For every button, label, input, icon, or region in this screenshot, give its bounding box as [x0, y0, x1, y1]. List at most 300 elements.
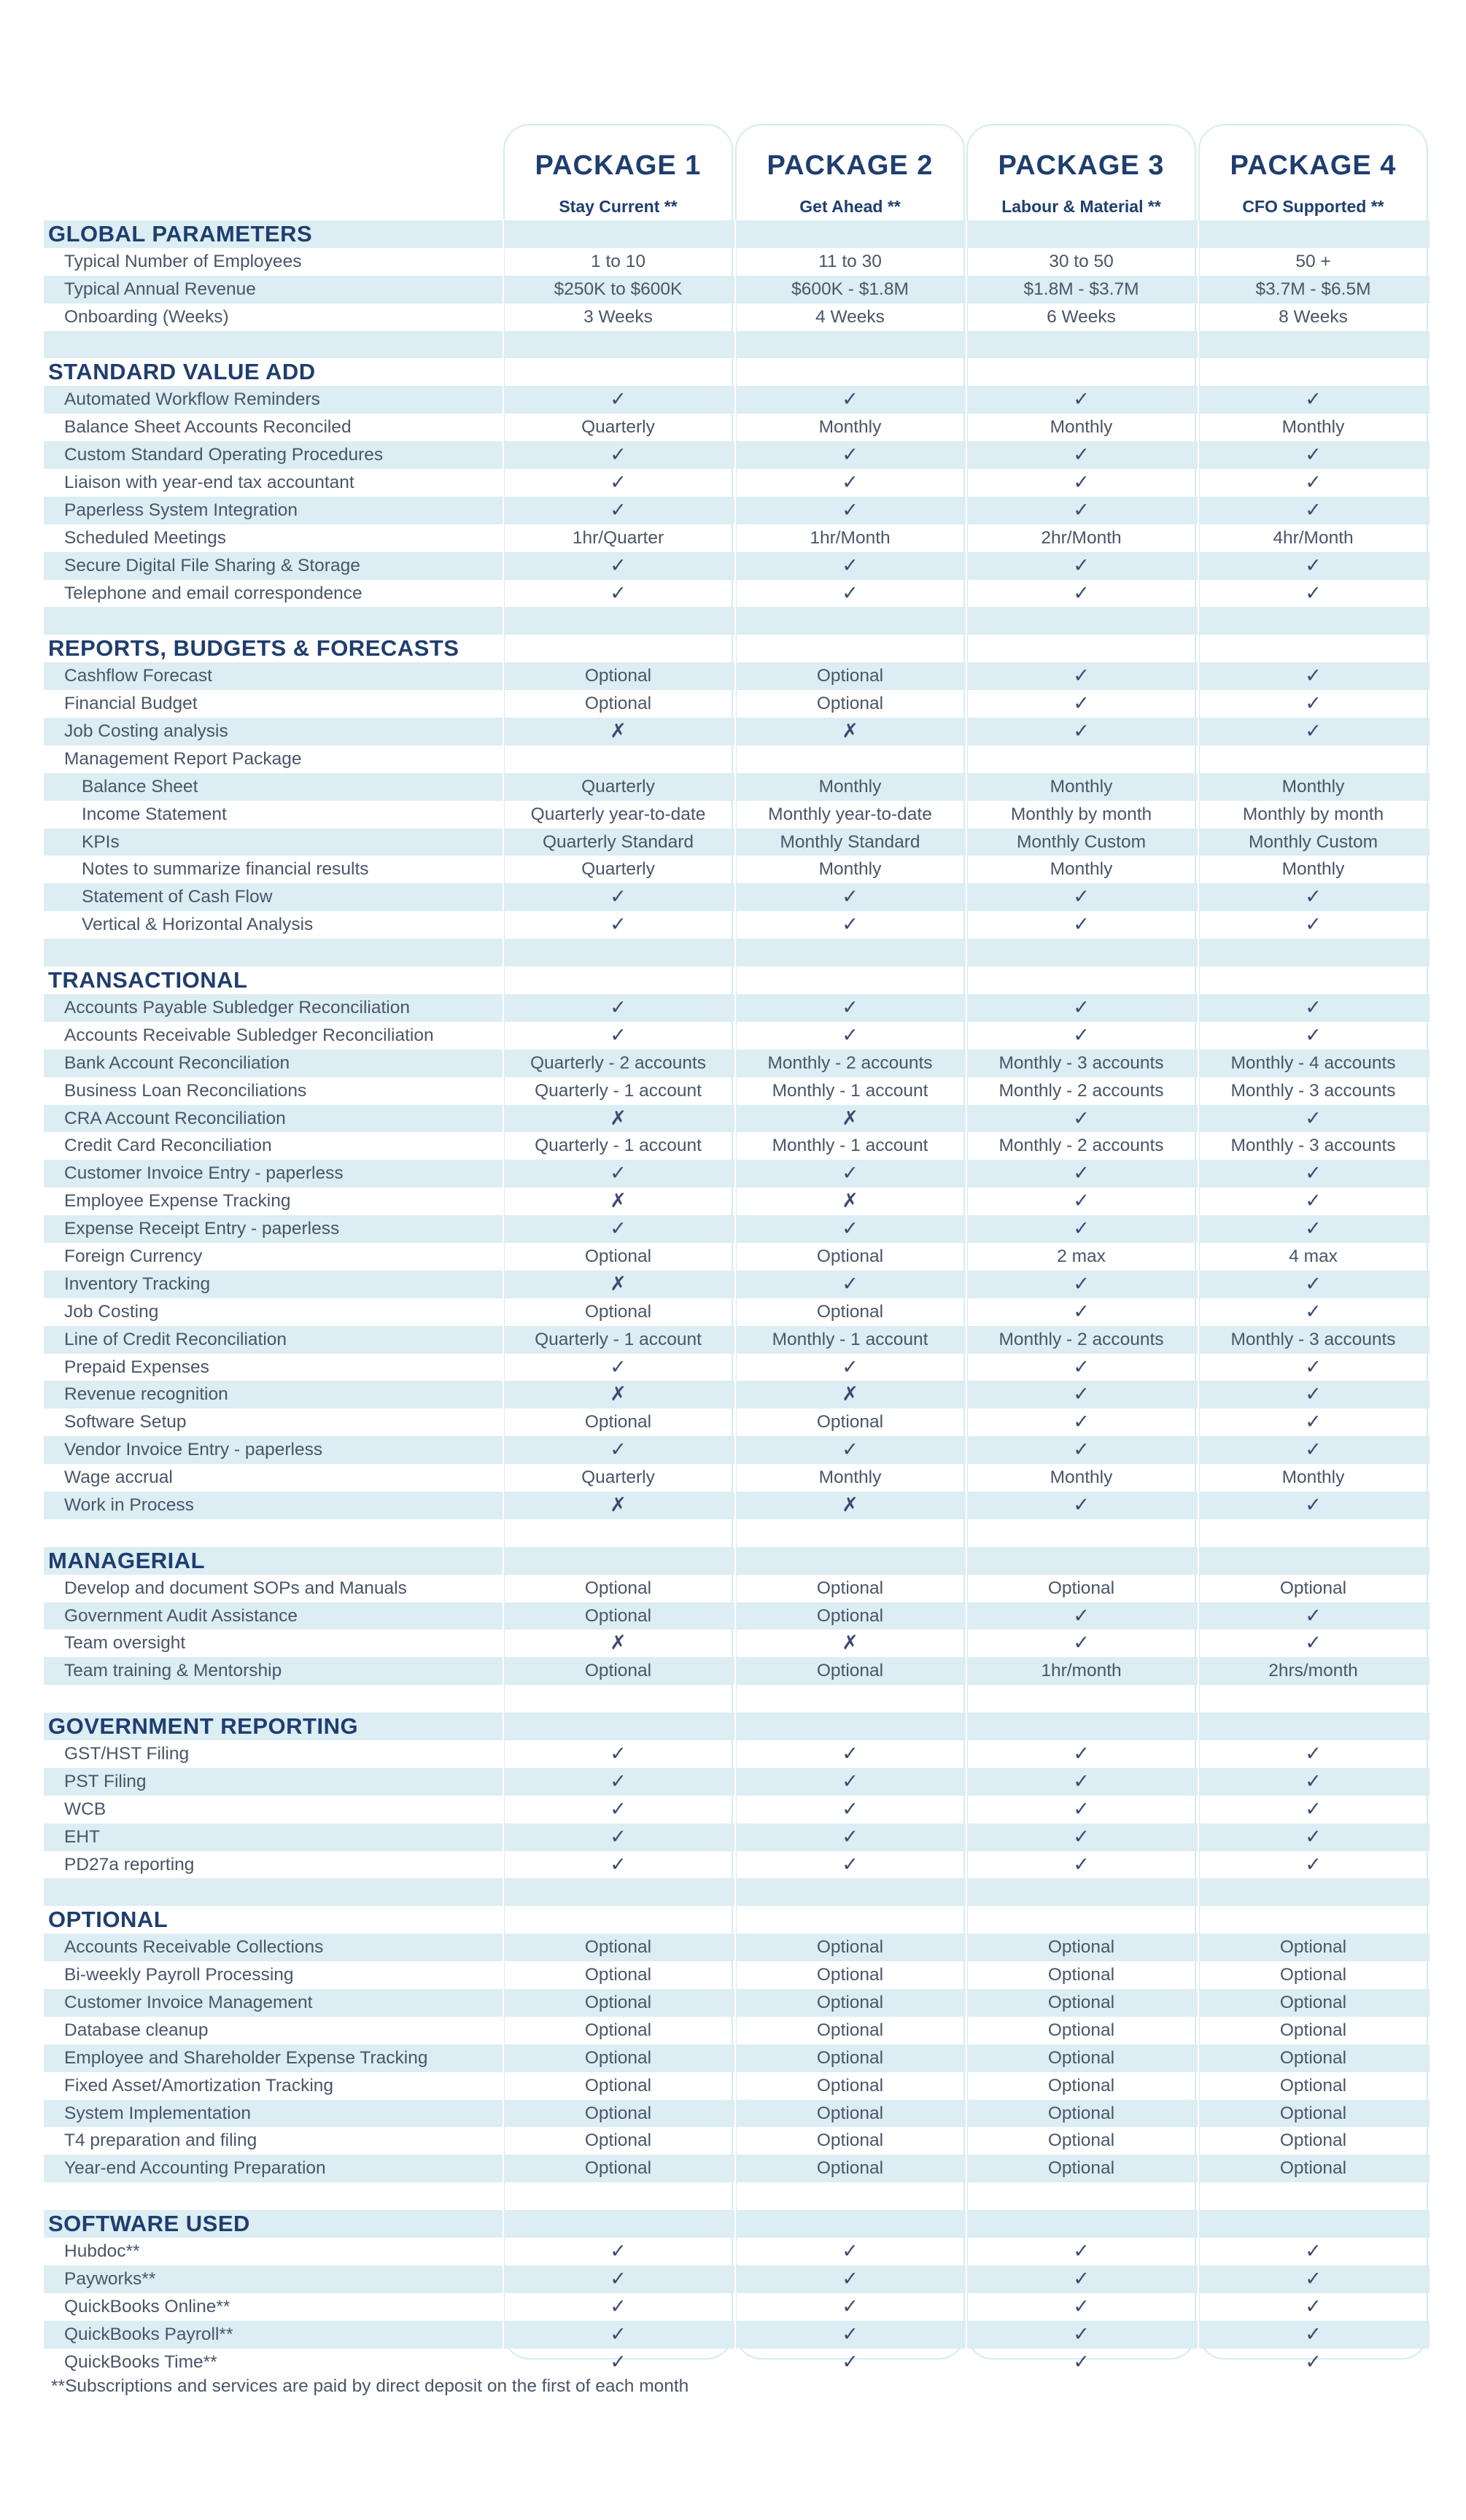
section-header-row: [44, 1906, 1430, 1934]
row-label: Liaison with year-end tax accountant: [64, 473, 354, 493]
cross-icon: ✗: [610, 720, 627, 743]
check-icon: ✓: [842, 581, 858, 604]
check-icon: ✓: [842, 1825, 858, 1848]
table-cell: Optional: [584, 2103, 652, 2123]
column-divider: [734, 2182, 736, 2210]
check-icon: ✓: [1073, 1300, 1090, 1322]
table-cell: Optional: [816, 2075, 884, 2096]
check-icon: ✓: [842, 1217, 858, 1240]
row-label: Accounts Receivable Subledger Reconciliation: [64, 1025, 434, 1045]
table-cell: 1 to 10: [591, 251, 645, 271]
check-icon: ✓: [1305, 498, 1322, 521]
row-label: PD27a reporting: [64, 1854, 195, 1875]
row-label: Job Costing analysis: [64, 721, 228, 742]
table-cell: Monthly Standard: [780, 831, 920, 852]
table-cell: Optional: [584, 1246, 652, 1266]
table-cell: Optional: [816, 1578, 884, 1598]
table-cell: Optional: [584, 1578, 652, 1598]
table-row: [44, 1629, 1430, 1657]
check-icon: ✓: [610, 388, 627, 411]
check-icon: ✓: [610, 1769, 627, 1792]
table-cell: Quarterly - 1 account: [535, 1080, 702, 1101]
check-icon: ✓: [842, 1162, 858, 1185]
row-label: Inventory Tracking: [64, 1273, 211, 1294]
table-cell: Optional: [1047, 1937, 1115, 1958]
check-icon: ✓: [842, 1797, 858, 1820]
column-divider: [1198, 607, 1199, 635]
table-row: [44, 1657, 1430, 1685]
check-icon: ✓: [1305, 2350, 1322, 2373]
check-icon: ✓: [1073, 1632, 1090, 1654]
cross-icon: ✗: [610, 1106, 627, 1129]
table-row: [44, 386, 1430, 414]
column-divider: [503, 1713, 504, 1740]
check-icon: ✓: [1073, 1217, 1090, 1240]
row-label: Team training & Mentorship: [64, 1661, 282, 1681]
column-divider: [503, 2210, 504, 2238]
section-title: GLOBAL PARAMETERS: [48, 221, 313, 247]
check-icon: ✓: [1305, 1604, 1322, 1627]
row-label: Income Statement: [82, 804, 227, 824]
section-title: GOVERNMENT REPORTING: [48, 1713, 359, 1740]
column-divider: [966, 966, 967, 994]
check-icon: ✓: [610, 2267, 627, 2290]
table-cell: Optional: [816, 2020, 884, 2040]
section-title: SOFTWARE USED: [48, 2211, 250, 2237]
table-row: [44, 1934, 1430, 1961]
table-row: [44, 303, 1430, 331]
package-subtitle: Labour & Material **: [1001, 197, 1161, 216]
table-cell: Optional: [1279, 2131, 1347, 2151]
column-divider: [966, 331, 967, 359]
table-cell: 4 Weeks: [815, 306, 885, 327]
column-divider: [734, 1878, 736, 1906]
check-icon: ✓: [1073, 1825, 1090, 1848]
table-cell: Optional: [1047, 1965, 1115, 1985]
check-icon: ✓: [610, 1162, 627, 1185]
package-3-header: [966, 124, 1196, 226]
table-row: [44, 441, 1430, 469]
check-icon: ✓: [610, 996, 627, 1018]
table-cell: Optional: [1047, 2158, 1115, 2179]
check-icon: ✓: [1073, 692, 1090, 715]
table-row: [44, 856, 1430, 883]
column-divider: [503, 607, 504, 635]
check-icon: ✓: [1073, 498, 1090, 521]
cross-icon: ✗: [842, 1632, 858, 1654]
row-label: PST Filing: [64, 1771, 147, 1791]
table-cell: Quarterly: [581, 776, 655, 796]
table-cell: Optional: [1047, 1993, 1115, 2012]
package-title: PACKAGE 2: [767, 150, 934, 181]
row-label: Employee and Shareholder Expense Tracking: [64, 2047, 428, 2068]
table-cell: Monthly: [1050, 1468, 1113, 1488]
table-cell: 1hr/month: [1041, 1661, 1122, 1681]
table-row: [44, 1298, 1430, 1326]
row-label: Employee Expense Tracking: [64, 1191, 291, 1211]
check-icon: ✓: [1305, 1106, 1322, 1129]
check-icon: ✓: [1073, 1106, 1090, 1129]
table-row: [44, 1354, 1430, 1381]
row-label: Government Audit Assistance: [64, 1605, 298, 1626]
check-icon: ✓: [610, 1797, 627, 1820]
row-label: Scheduled Meetings: [64, 527, 227, 548]
column-divider: [1198, 966, 1199, 994]
check-icon: ✓: [1073, 2267, 1090, 2290]
table-cell: Optional: [584, 2158, 652, 2179]
table-cell: Monthly Custom: [1248, 831, 1378, 852]
check-icon: ✓: [842, 2240, 858, 2263]
table-cell: Optional: [1047, 2075, 1115, 2096]
table-cell: Optional: [1047, 2131, 1115, 2151]
table-cell: Optional: [1047, 2103, 1115, 2123]
table-cell: Monthly: [818, 417, 882, 438]
table-row: [44, 1243, 1430, 1271]
table-cell: Monthly by month: [1242, 804, 1384, 824]
table-row: [44, 883, 1430, 911]
column-divider: [734, 331, 736, 359]
package-2-header: [735, 124, 965, 226]
table-cell: 50 +: [1295, 251, 1331, 271]
spacer-row: [44, 331, 1430, 359]
column-divider: [734, 2210, 736, 2238]
section-title: REPORTS, BUDGETS & FORECASTS: [48, 635, 459, 662]
table-cell: Optional: [584, 1605, 652, 1626]
check-icon: ✓: [610, 2240, 627, 2263]
check-icon: ✓: [610, 471, 627, 494]
table-row: [44, 829, 1430, 856]
row-label: Prepaid Expenses: [64, 1357, 209, 1377]
check-icon: ✓: [610, 913, 627, 936]
table-cell: Quarterly - 1 account: [535, 1136, 702, 1156]
check-icon: ✓: [1305, 1217, 1322, 1240]
table-cell: 6 Weeks: [1047, 306, 1116, 327]
table-cell: Optional: [584, 1993, 652, 2012]
table-cell: 30 to 50: [1049, 251, 1114, 271]
check-icon: ✓: [1305, 1825, 1322, 1848]
row-label: Business Loan Reconciliations: [64, 1080, 307, 1101]
table-row: [44, 1160, 1430, 1187]
table-cell: Optional: [816, 1937, 884, 1958]
row-label: System Implementation: [64, 2103, 251, 2123]
check-icon: ✓: [1073, 996, 1090, 1018]
table-row: [44, 2238, 1430, 2265]
row-label: Job Costing: [64, 1301, 159, 1322]
section-header-row: [44, 358, 1430, 386]
column-divider: [966, 358, 967, 386]
row-label: Wage accrual: [64, 1468, 173, 1488]
table-cell: Optional: [816, 1661, 884, 1681]
table-row: [44, 1436, 1430, 1464]
check-icon: ✓: [1305, 1493, 1322, 1516]
table-cell: Optional: [816, 1412, 884, 1432]
check-icon: ✓: [842, 1438, 858, 1461]
table-cell: Monthly: [818, 776, 882, 796]
check-icon: ✓: [1305, 1383, 1322, 1406]
row-label: CRA Account Reconciliation: [64, 1108, 286, 1128]
column-divider: [734, 966, 736, 994]
spacer-row: [44, 939, 1430, 966]
row-label: Fixed Asset/Amortization Tracking: [64, 2075, 334, 2096]
section-header-row: [44, 1547, 1430, 1575]
check-icon: ✓: [1073, 2295, 1090, 2317]
table-row: [44, 2100, 1430, 2128]
check-icon: ✓: [610, 1438, 627, 1461]
column-divider: [966, 2210, 967, 2238]
table-cell: Monthly: [1281, 417, 1345, 438]
cross-icon: ✗: [842, 720, 858, 743]
table-cell: $1.8M - $3.7M: [1023, 279, 1139, 299]
table-cell: Monthly: [1050, 859, 1113, 880]
table-row: [44, 524, 1430, 552]
table-cell: Monthly - 2 accounts: [998, 1136, 1164, 1156]
check-icon: ✓: [1073, 388, 1090, 411]
row-label: Balance Sheet: [82, 776, 198, 796]
check-icon: ✓: [610, 554, 627, 576]
check-icon: ✓: [1073, 1162, 1090, 1185]
column-divider: [734, 939, 736, 966]
check-icon: ✓: [1305, 2295, 1322, 2317]
column-divider: [503, 966, 504, 994]
table-row: [44, 1105, 1430, 1133]
row-label: T4 preparation and filing: [64, 2131, 257, 2151]
row-label: Team oversight: [64, 1633, 186, 1653]
check-icon: ✓: [1073, 720, 1090, 743]
package-subtitle: Get Ahead **: [799, 197, 901, 216]
table-cell: [1198, 745, 1428, 773]
row-label: Work in Process: [64, 1494, 194, 1515]
table-cell: 2 max: [1057, 1246, 1106, 1266]
check-icon: ✓: [1305, 996, 1322, 1018]
check-icon: ✓: [1305, 2240, 1322, 2263]
check-icon: ✓: [1305, 692, 1322, 715]
table-cell: Optional: [1047, 2020, 1115, 2040]
package-title: PACKAGE 3: [998, 150, 1165, 181]
check-icon: ✓: [1073, 2350, 1090, 2373]
package-subtitle: Stay Current **: [559, 197, 678, 216]
check-icon: ✓: [1305, 885, 1322, 908]
column-divider: [503, 1906, 504, 1934]
column-divider: [966, 1547, 967, 1575]
row-label: Onboarding (Weeks): [64, 306, 229, 327]
table-row: [44, 248, 1430, 276]
table-row: [44, 1575, 1430, 1602]
table-row: [44, 2349, 1430, 2376]
table-cell: $600K - $1.8M: [791, 279, 909, 299]
check-icon: ✓: [1305, 913, 1322, 936]
table-row: [44, 2017, 1430, 2044]
table-row: [44, 1602, 1430, 1630]
check-icon: ✓: [1305, 554, 1322, 576]
table-cell: 11 to 30: [818, 251, 882, 271]
check-icon: ✓: [1305, 581, 1322, 604]
check-icon: ✓: [842, 996, 858, 1018]
table-cell: 1hr/Quarter: [572, 527, 664, 548]
check-icon: ✓: [1073, 1604, 1090, 1627]
check-icon: ✓: [610, 498, 627, 521]
column-divider: [503, 2182, 504, 2210]
check-icon: ✓: [842, 885, 858, 908]
column-divider: [1198, 1547, 1199, 1575]
column-divider: [1198, 1713, 1199, 1740]
check-icon: ✓: [842, 443, 858, 466]
table-cell: Quarterly: [581, 1468, 655, 1488]
check-icon: ✓: [1305, 1023, 1322, 1046]
table-row: [44, 2072, 1430, 2100]
row-label: Software Setup: [64, 1412, 187, 1432]
cross-icon: ✗: [610, 1190, 627, 1212]
table-cell: Monthly: [818, 859, 882, 880]
check-icon: ✓: [842, 2350, 858, 2373]
table-row: [44, 801, 1430, 829]
check-icon: ✓: [842, 1742, 858, 1764]
check-icon: ✓: [1305, 1742, 1322, 1764]
table-cell: Optional: [1279, 1993, 1347, 2012]
column-divider: [1198, 1878, 1199, 1906]
row-label: QuickBooks Time**: [64, 2352, 217, 2372]
check-icon: ✓: [610, 2350, 627, 2373]
column-divider: [503, 939, 504, 966]
row-label: Statement of Cash Flow: [82, 887, 273, 907]
table-cell: Optional: [584, 1301, 652, 1322]
table-cell: Optional: [816, 2047, 884, 2068]
check-icon: ✓: [842, 1769, 858, 1792]
row-label: Typical Annual Revenue: [64, 279, 256, 299]
row-label: Telephone and email correspondence: [64, 583, 362, 603]
spacer-row: [44, 1685, 1430, 1713]
table-row: [44, 1215, 1430, 1243]
table-cell: Optional: [1279, 1578, 1347, 1598]
table-cell: 8 Weeks: [1279, 306, 1348, 327]
table-cell: Optional: [816, 694, 884, 714]
column-divider: [1198, 2182, 1199, 2210]
column-divider: [1198, 1519, 1199, 1547]
check-icon: ✓: [1305, 471, 1322, 494]
column-divider: [734, 1713, 736, 1740]
table-cell: Optional: [584, 1965, 652, 1985]
table-row: [44, 1408, 1430, 1436]
table-row: [44, 1381, 1430, 1408]
column-divider: [1198, 331, 1199, 359]
row-label: Bi-weekly Payroll Processing: [64, 1965, 294, 1985]
cross-icon: ✗: [610, 1272, 627, 1295]
check-icon: ✓: [1073, 1355, 1090, 1378]
row-label: Notes to summarize financial results: [82, 859, 369, 880]
spacer-row: [44, 1519, 1430, 1547]
check-icon: ✓: [1073, 2240, 1090, 2263]
column-divider: [1198, 1685, 1199, 1713]
table-row: [44, 1271, 1430, 1298]
table-row: [44, 1326, 1430, 1354]
section-title: MANAGERIAL: [48, 1547, 206, 1573]
table-cell: $3.7M - $6.5M: [1255, 279, 1371, 299]
table-row: [44, 414, 1430, 441]
check-icon: ✓: [610, 1023, 627, 1046]
column-divider: [1198, 1906, 1199, 1934]
table-cell: Optional: [584, 2075, 652, 2096]
spacer-row: [44, 2182, 1430, 2210]
table-cell: Monthly - 2 accounts: [998, 1080, 1164, 1101]
table-row: [44, 1768, 1430, 1796]
row-label: Vertical & Horizontal Analysis: [82, 915, 314, 935]
check-icon: ✓: [1305, 1190, 1322, 1212]
column-divider: [966, 635, 967, 662]
column-divider: [966, 607, 967, 635]
section-title: STANDARD VALUE ADD: [48, 359, 316, 385]
table-cell: Optional: [1279, 2158, 1347, 2179]
column-divider: [734, 1906, 736, 1934]
table-cell: 4hr/Month: [1273, 527, 1354, 548]
table-cell: [966, 745, 1196, 773]
check-icon: ✓: [1073, 1383, 1090, 1406]
table-cell: Quarterly - 2 accounts: [530, 1052, 707, 1073]
table-cell: Monthly - 2 accounts: [767, 1052, 933, 1073]
table-cell: Monthly: [1281, 859, 1345, 880]
table-row: [44, 497, 1430, 524]
cross-icon: ✗: [842, 1190, 858, 1212]
column-divider: [734, 607, 736, 635]
row-label: Paperless System Integration: [64, 500, 298, 520]
table-cell: Optional: [816, 2103, 884, 2123]
check-icon: ✓: [1305, 1355, 1322, 1378]
column-divider: [966, 2182, 967, 2210]
table-cell: Optional: [1279, 2103, 1347, 2123]
check-icon: ✓: [842, 554, 858, 576]
check-icon: ✓: [610, 2322, 627, 2345]
column-divider: [966, 1878, 967, 1906]
column-divider: [503, 1519, 504, 1547]
row-label: Customer Invoice Management: [64, 1993, 313, 2012]
table-row: [44, 2155, 1430, 2182]
table-row: [44, 580, 1430, 608]
table-row: [44, 718, 1430, 745]
check-icon: ✓: [1073, 581, 1090, 604]
row-label: Customer Invoice Entry - paperless: [64, 1163, 344, 1184]
check-icon: ✓: [1305, 1162, 1322, 1185]
row-label: Secure Digital File Sharing & Storage: [64, 555, 360, 575]
column-divider: [966, 939, 967, 966]
table-row: [44, 1823, 1430, 1851]
table-cell: Optional: [816, 1301, 884, 1322]
table-cell: Monthly by month: [1010, 804, 1152, 824]
row-label: Management Report Package: [64, 748, 302, 769]
check-icon: ✓: [1305, 443, 1322, 466]
row-label: Foreign Currency: [64, 1246, 203, 1266]
table-row: [44, 1989, 1430, 2017]
table-cell: $250K to $600K: [554, 279, 683, 299]
row-label: KPIs: [82, 831, 120, 852]
check-icon: ✓: [1073, 1023, 1090, 1046]
column-divider: [503, 1547, 504, 1575]
section-title: TRANSACTIONAL: [48, 967, 248, 993]
check-icon: ✓: [842, 1853, 858, 1875]
cross-icon: ✗: [842, 1106, 858, 1129]
check-icon: ✓: [1305, 1300, 1322, 1322]
package-4-header: [1198, 124, 1428, 226]
cross-icon: ✗: [842, 1493, 858, 1516]
check-icon: ✓: [1305, 2322, 1322, 2345]
table-cell: Optional: [584, 2047, 652, 2068]
table-row: [44, 662, 1430, 690]
table-cell: Optional: [816, 666, 884, 686]
check-icon: ✓: [1073, 471, 1090, 494]
table-cell: Quarterly - 1 account: [535, 1329, 702, 1349]
table-cell: [503, 745, 733, 773]
package-1-header: [503, 124, 733, 226]
check-icon: ✓: [1305, 1272, 1322, 1295]
check-icon: ✓: [610, 2295, 627, 2317]
check-icon: ✓: [1073, 1190, 1090, 1212]
